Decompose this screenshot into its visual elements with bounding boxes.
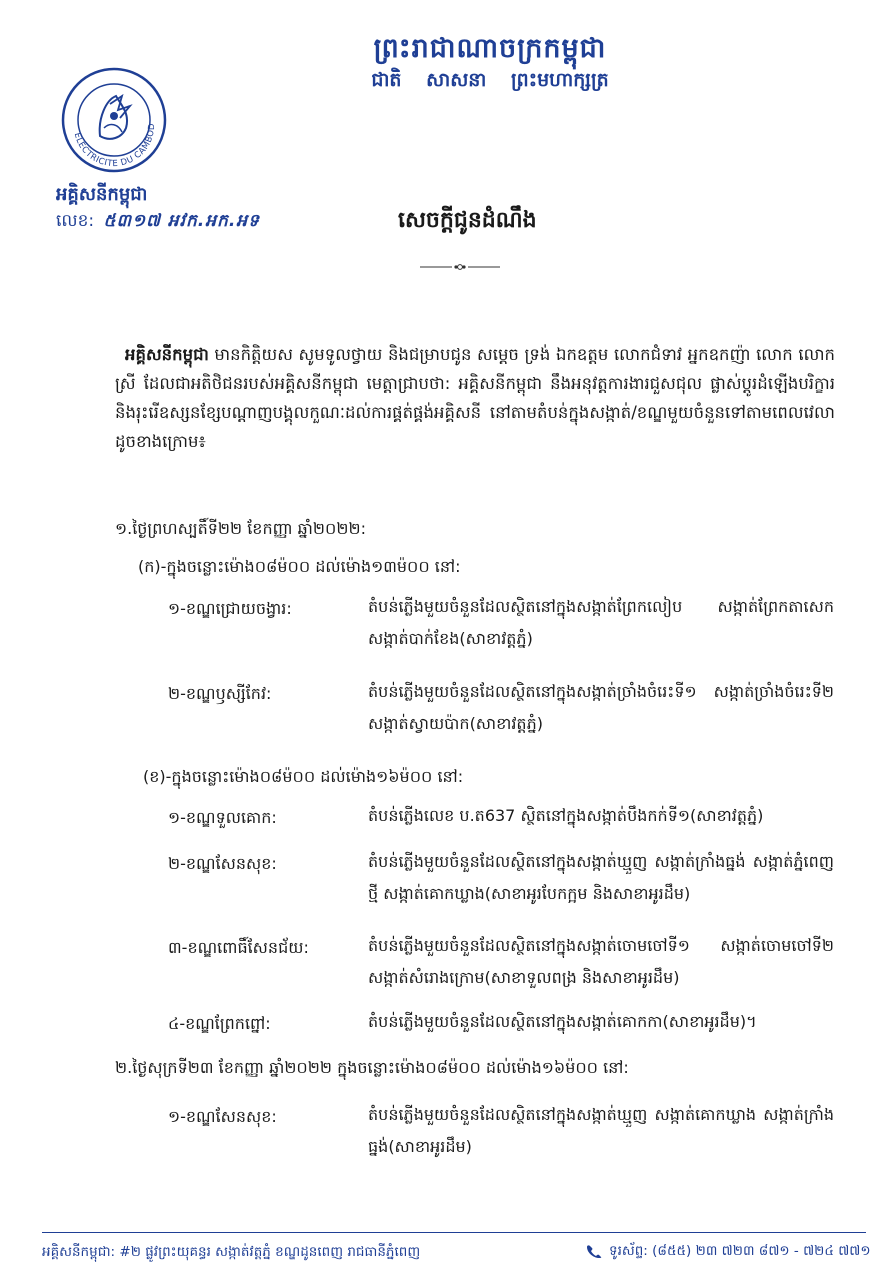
item-label: ១-ខណ្ឌទួលគោក:: [168, 808, 277, 827]
item-description: តំបន់ភ្លើងមួយចំនួនដែលស្ថិតនៅក្នុងសង្កាត់ឃ្មួញ សង្កាត់គោកឃ្លាង សង្កាត់ក្រាំងធ្នង់(សាខាអូរដឹម): [368, 1105, 834, 1156]
item-description: តំបន់ភ្លើងមួយចំនួនដែលស្ថិតនៅក្នុងសង្កាត់ច្រាំងចំរេះទី១ សង្កាត់ច្រាំងចំរេះទី២ សង្កាត់ស្វាយប៉ាក(សាខាវត្តភ្នំ): [368, 682, 834, 733]
reference-label: លេខ:: [56, 211, 95, 231]
edc-seal-icon: [60, 66, 168, 174]
item-label: ៤-ខណ្ឌព្រែកព្នៅ:: [168, 1014, 271, 1033]
item-label: ១-ខណ្ឌសែនសុខ:: [168, 1107, 277, 1126]
footer-address: អគ្គិសនីកម្ពុជា: #២ ផ្លូវព្រះយុគន្ធរ សង្កាត់វត្តភ្នំ ខណ្ឌដូនពេញ រាជធានីភ្នំពេញ: [42, 1244, 421, 1260]
seal-text: ELECTRICITE DU CAMBOD: [71, 122, 158, 170]
item-description: តំបន់ភ្លើងមួយចំនួនដែលស្ថិតនៅក្នុងសង្កាត់ឃ្មួញ សង្កាត់ក្រាំងធ្នង់ សង្កាត់ភ្នំពេញថ្មី សង្កាត់គោកឃ្លាង(សាខាអូរបែកក្អម និងសាខាអូរដឹម): [368, 852, 834, 903]
national-motto: ជាតិ សាសនា ព្រះមហាក្សត្រ: [371, 69, 609, 91]
document-title: សេចក្តីជូនដំណឹង: [398, 208, 537, 233]
footer-divider: [42, 1232, 866, 1233]
section-2-heading: ២.ថ្ងៃសុក្រទី២៣ ខែកញ្ញា ឆ្នាំ២០២២ ក្នុងចន្លោះម៉ោង០៨ម៉០០ ដល់ម៉ោង១៦ម៉០០ នៅ:: [115, 1058, 629, 1077]
divider-ornament: [420, 257, 500, 267]
kingdom-title: ព្រះរាជាណាចក្រកម្ពុជា: [373, 33, 607, 64]
item-label: ១-ខណ្ឌជ្រោយចង្វារ:: [168, 599, 292, 618]
item-label: ៣-ខណ្ឌពោធិ៍សែនជ័យ:: [168, 938, 309, 957]
intro-paragraph: [115, 340, 835, 456]
item-description: តំបន់ភ្លើងលេខ ប.ត637 ស្ថិតនៅក្នុងសង្កាត់បឹងកក់ទី១(សាខាវត្តភ្នំ): [368, 806, 764, 825]
group-b-heading: (ខ)-ក្នុងចន្លោះម៉ោង០៨ម៉០០ ដល់ម៉ោង១៦ម៉០០ នៅ:: [143, 767, 464, 786]
reference-number: ៥៣១៧ អវក.អក.អទ: [103, 211, 260, 231]
item-description: តំបន់ភ្លើងមួយចំនួនដែលស្ថិតនៅក្នុងសង្កាត់គោកកា(សាខាអូរដឹម)។: [368, 1012, 757, 1031]
organization-name: អគ្គិសនីកម្ពុជា: [56, 184, 148, 205]
footer-phone: ទូរស័ព្ទ: (៨៥៥) ២៣ ៧២៣ ៨៧១ - ៧២៤ ៧៧១: [609, 1243, 871, 1259]
reference-row: [56, 210, 260, 235]
item-description: តំបន់ភ្លើងមួយចំនួនដែលស្ថិតនៅក្នុងសង្កាត់ព្រែកលៀប សង្កាត់ព្រែកតាសេក សង្កាត់បាក់ខែង(សាខាវត្តភ្នំ): [368, 597, 834, 648]
footer-contact: [585, 1242, 871, 1262]
group-a-heading: (ក)-ក្នុងចន្លោះម៉ោង០៨ម៉០០ ដល់ម៉ោង១៣ម៉០០ នៅ:: [138, 557, 461, 576]
item-label: ២-ខណ្ឌឫស្សីកែវ:: [168, 684, 272, 703]
item-description: តំបន់ភ្លើងមួយចំនួនដែលស្ថិតនៅក្នុងសង្កាត់ចោមចៅទី១ សង្កាត់ចោមចៅទី២ សង្កាត់សំរោងក្រោម(សាខាទួលពង្រ និងសាខាអូរដឹម): [368, 936, 834, 987]
phone-icon: [585, 1244, 603, 1258]
section-1-heading: ១.ថ្ងៃព្រហស្បតិ៍ទី២២ ខែកញ្ញា ឆ្នាំ២០២២:: [115, 519, 366, 538]
intro-text: មានកិត្តិយស សូមទូលថ្វាយ និងជម្រាបជូន សម្តេច ទ្រង់ ឯកឧត្តម លោកជំទាវ អ្នកឧកញ៉ា លោក លោកស្រី ដែលជាអតិថិជនរបស់អគ្គិសនីកម្ពុជា មេត្តាជ្រាបថា: អគ្គិសនីកម្ពុជា នឹងអនុវត្តការងារជួសជុល ផ្លាស់ប្តូរដំឡើងបរិក្ខារ និងរុះរើឧស្សនខ្សែបណ្តាញបង្គុលកួណៈដល់ការផ្គត់ផ្គង់អគ្គិសនី នៅតាមតំបន់ក្នុងសង្កាត់/ខណ្ឌមួយចំនួនទៅតាមពេលវេលាដូចខាងក្រោម៖: [115, 345, 835, 451]
item-label: ២-ខណ្ឌសែនសុខ:: [168, 854, 277, 873]
intro-org-name: អគ្គិសនីកម្ពុជា: [125, 345, 209, 364]
